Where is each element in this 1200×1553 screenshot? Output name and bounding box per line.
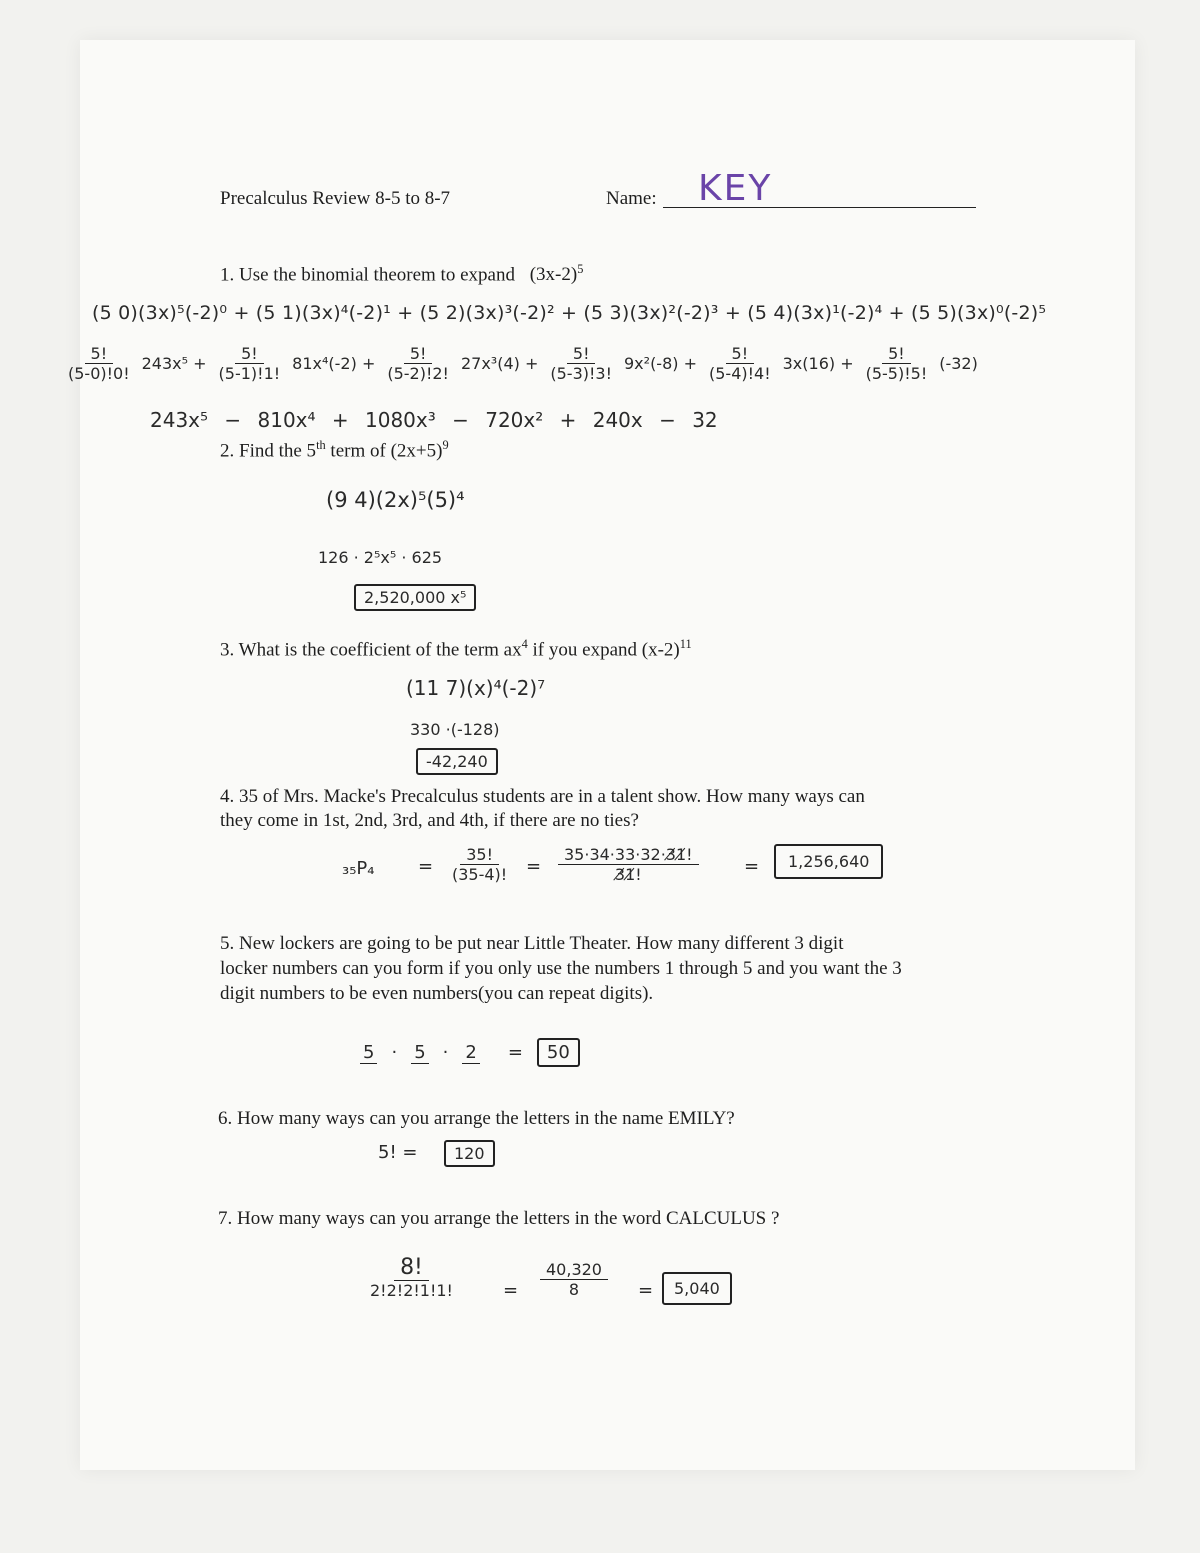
q7-prompt: 7. How many ways can you arrange the letters in the word CALCULUS ? <box>218 1208 780 1229</box>
q1-answer: 243x⁵ − 810x⁴ + 1080x³ − 720x² + 240x − 32 <box>150 408 718 432</box>
q3-prompt: 3. What is the coefficient of the term $ax^4$ if you expand $(x-2)^{11}$ <box>220 637 692 661</box>
q6-answer-box: 120 <box>444 1140 495 1167</box>
q4-frac2: $\frac{35\cdot 34\cdot 33\cdot 32\cdot 3̸1̸!}{3̸1̸!}$ <box>558 845 699 884</box>
q1-coef-frac: $\frac{5!}{(5-2)!2!}$ <box>387 344 449 383</box>
q1-power: 5 <box>577 262 584 276</box>
q4-frac1: $\frac{35!}{(35-4)!}$ <box>452 845 508 884</box>
q3-work-product: 330 ·(-128) <box>410 720 500 739</box>
worksheet-page <box>80 40 1135 1470</box>
q4-equals: = <box>744 856 760 877</box>
q1-coef-frac: $\frac{5!}{(5-0)!0!}$ <box>68 344 130 383</box>
q4-equals: = <box>418 856 434 877</box>
q1-coef-frac: $\frac{5!}{(5-3)!3!}$ <box>550 344 612 383</box>
q7-equals: = <box>638 1280 654 1301</box>
q1-term: (-32) <box>939 354 978 373</box>
q2-work-product: 126 · 2⁵x⁵ · 625 <box>318 548 443 567</box>
q1-expression: (3x-2) <box>529 264 578 286</box>
q5-work: 5 · 5 · 2 = 50 <box>360 1038 580 1067</box>
name-value-key: KEY <box>698 168 773 209</box>
q2-prompt: 2. Find the 5th term of $(2x+5)^9$ <box>220 438 449 462</box>
q4-answer-box: 1,256,640 <box>774 844 883 879</box>
q1-prompt <box>220 262 583 286</box>
q3-answer-box: -42,240 <box>416 748 498 775</box>
q5-prompt-line3: digit numbers to be even numbers(you can repeat digits). <box>220 983 654 1004</box>
q5-digit-slot: 5 <box>360 1042 377 1064</box>
q1-coef-frac: $\frac{5!}{(5-1)!1!}$ <box>218 344 281 383</box>
q1-prompt-text: 1. Use the binomial theorem to expand <box>220 264 515 286</box>
q1-term: 243x⁵ + <box>141 354 207 373</box>
q4-prompt-line2: they come in 1st, 2nd, 3rd, and 4th, if there are no ties? <box>220 810 639 831</box>
q1-term: 81x⁴(-2) + <box>292 354 376 373</box>
q5-answer-box: 50 <box>537 1038 580 1067</box>
q7-frac1: $\frac{8!}{2!2!2!1!1!}$ <box>370 1255 453 1300</box>
q1-work-line2 <box>62 344 978 383</box>
q4-equals: = <box>526 856 542 877</box>
q1-term: 9x²(-8) + <box>624 354 697 373</box>
q7-equals: = <box>503 1280 519 1301</box>
q5-digit-slot: 2 <box>462 1042 479 1064</box>
q5-digit-slot: 5 <box>411 1042 428 1064</box>
q2-answer-box: 2,520,000 x⁵ <box>354 584 476 611</box>
q2-work-binomial: (9 4)(2x)⁵(5)⁴ <box>326 488 465 512</box>
q3-work-binomial: (11 7)(x)⁴(-2)⁷ <box>406 676 546 700</box>
q1-work-line1: (5 0)(3x)⁵(-2)⁰ + (5 1)(3x)⁴(-2)¹ + (5 2)(3x)³(-2)² + (5 3)(3x)²(-2)³ + (5 4)(3x)¹(-2)⁴ + (5 5)(3x)⁰(-2)⁵ <box>92 302 1047 324</box>
q1-coef-frac: $\frac{5!}{(5-5)!5!}$ <box>865 344 928 383</box>
q7-frac2: $\frac{40,320}{8}$ <box>540 1260 608 1299</box>
q4-prompt-line1: 4. 35 of Mrs. Macke's Precalculus students are in a talent show. How many ways can <box>220 786 865 807</box>
q7-answer-box: 5,040 <box>662 1272 732 1305</box>
worksheet-title: Precalculus Review 8-5 to 8-7 <box>220 188 451 209</box>
q1-term: 3x(16) + <box>782 354 854 373</box>
q5-prompt-line2: locker numbers can you form if you only use the numbers 1 through 5 and you want the 3 <box>220 958 902 979</box>
q1-coef-frac: $\frac{5!}{(5-4)!4!}$ <box>709 344 771 383</box>
q4-permutation: ₃₅P₄ <box>342 858 375 879</box>
q1-term: 27x³(4) + <box>460 354 539 373</box>
q5-prompt-line1: 5. New lockers are going to be put near Little Theater. How many different 3 digit <box>220 933 844 954</box>
q6-work: 5! = <box>378 1142 418 1163</box>
name-label: Name: <box>606 188 657 209</box>
q6-prompt: 6. How many ways can you arrange the letters in the name EMILY? <box>218 1108 735 1129</box>
